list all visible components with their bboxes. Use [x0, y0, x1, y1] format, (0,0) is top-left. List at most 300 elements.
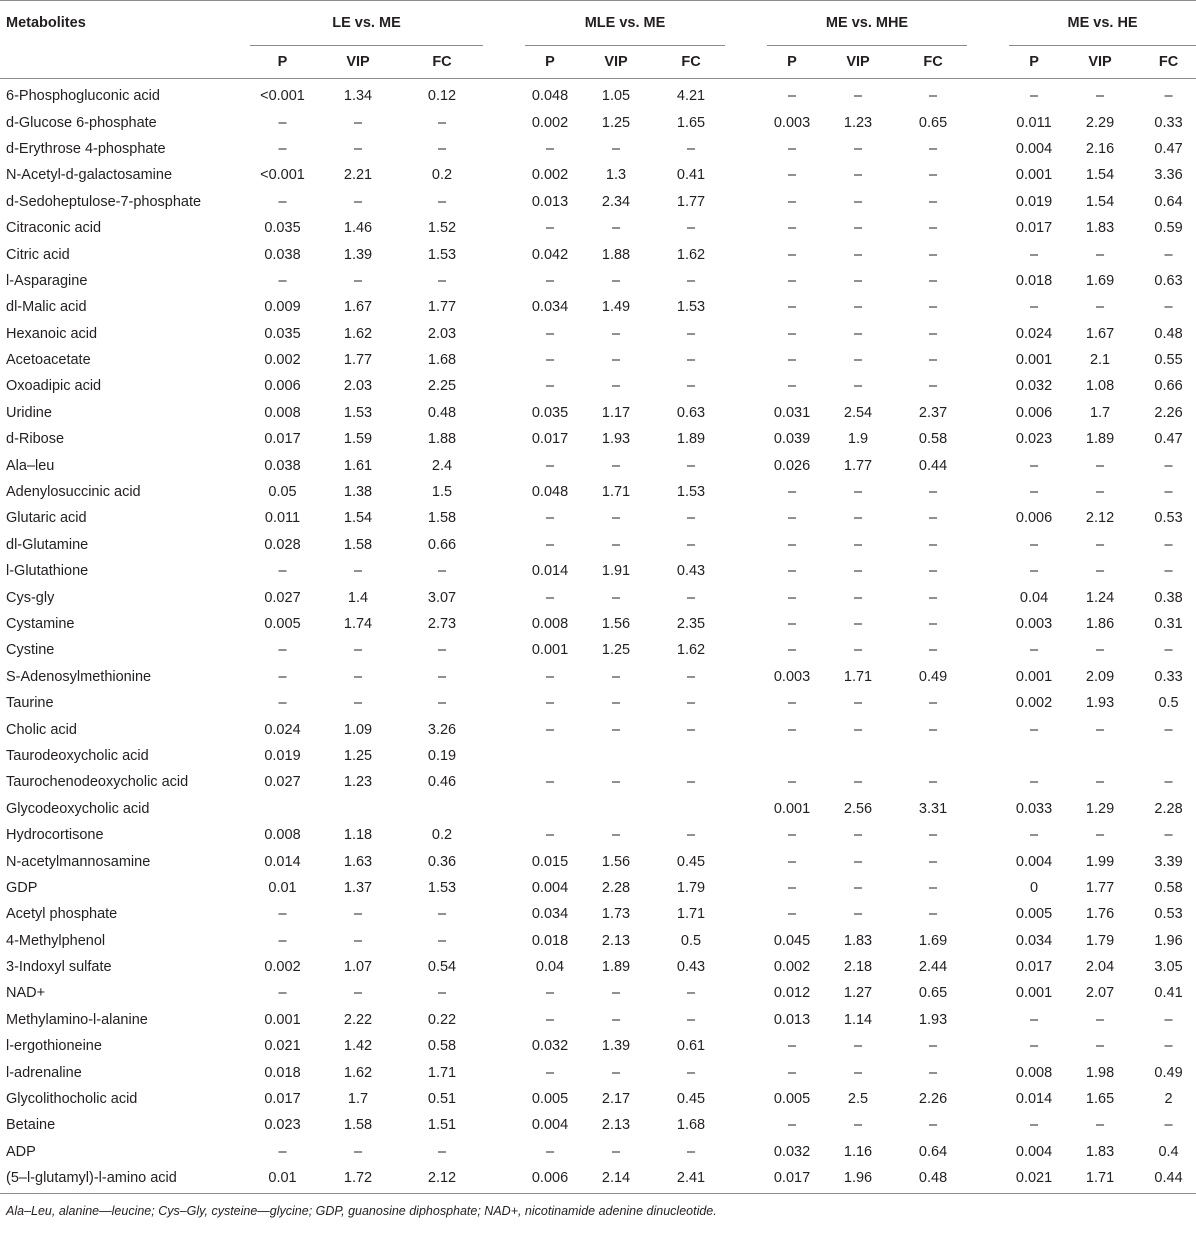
table-row — [0, 79, 1196, 110]
cell-fc: 1.88 — [427, 431, 457, 448]
cell-vip: – — [853, 352, 863, 369]
cell-p: 0.024 — [264, 721, 301, 738]
metabolite-name: Glycodeoxycholic acid — [6, 800, 150, 817]
cell-vip: 1.27 — [843, 985, 873, 1002]
cell-fc: 0.65 — [918, 114, 948, 131]
header-row-subheaders — [0, 46, 1196, 79]
subheader-vip: VIP — [817, 46, 899, 79]
cell-fc: – — [928, 272, 938, 289]
table-row — [0, 664, 1196, 690]
table-row — [0, 848, 1196, 874]
table-row — [0, 611, 1196, 637]
cell-vip: 1.71 — [843, 668, 873, 685]
cell-p: 0.011 — [1016, 114, 1052, 131]
cell-fc — [657, 796, 725, 822]
cell-p: 0.003 — [1015, 616, 1053, 632]
cell-vip: 2.28 — [601, 879, 631, 896]
cell-vip: – — [853, 167, 863, 184]
cell-p: – — [545, 510, 555, 527]
cell-fc: – — [928, 1038, 938, 1055]
cell-vip: 1.58 — [343, 536, 373, 553]
cell-p: 0.013 — [773, 1011, 811, 1028]
cell-vip: – — [853, 906, 863, 923]
metabolite-name: Glutaric acid — [6, 510, 87, 527]
metabolite-name: dl-Malic acid — [6, 299, 87, 316]
cell-p: – — [1029, 536, 1039, 553]
cell-fc: 0.64 — [1154, 193, 1183, 210]
cell-fc: – — [928, 536, 938, 553]
cell-p: 0.013 — [531, 193, 569, 210]
cell-vip: – — [853, 299, 863, 316]
table-row — [0, 426, 1196, 452]
cell-p: 0.017 — [264, 1091, 301, 1108]
cell-fc: 0.58 — [1154, 879, 1183, 896]
metabolite-name: Taurine — [6, 695, 54, 712]
cell-vip: – — [611, 352, 621, 369]
cell-vip: 1.23 — [343, 774, 373, 791]
cell-vip: 2.16 — [1085, 140, 1115, 157]
cell-fc: – — [928, 246, 938, 263]
cell-p: – — [1029, 827, 1039, 844]
cell-p: 0.001 — [1015, 985, 1053, 1002]
table-row — [0, 479, 1196, 505]
cell-fc: 2.44 — [918, 959, 948, 976]
subheader-p: P — [250, 46, 315, 79]
cell-vip — [575, 796, 657, 822]
cell-fc: 0.4 — [1158, 1143, 1179, 1160]
cell-p: – — [545, 1143, 555, 1160]
cell-p: 0.002 — [531, 167, 569, 184]
cell-p: 0.024 — [1015, 325, 1053, 342]
cell-vip: – — [1095, 774, 1105, 791]
cell-fc: 2.37 — [918, 404, 948, 421]
cell-vip: – — [853, 378, 863, 395]
cell-vip: 2.54 — [843, 404, 873, 421]
metabolite-name: l-adrenaline — [6, 1064, 82, 1081]
metabolite-name: Acetyl phosphate — [6, 906, 118, 923]
table-row — [0, 928, 1196, 954]
cell-vip: – — [1095, 88, 1105, 105]
cell-vip: 1.76 — [1085, 906, 1115, 923]
cell-p: 0.014 — [264, 853, 301, 870]
cell-fc: – — [686, 510, 696, 527]
cell-p: – — [787, 642, 797, 659]
cell-p: – — [545, 1011, 555, 1028]
cell-vip: 1.3 — [605, 167, 627, 184]
cell-vip: 1.62 — [343, 1064, 373, 1081]
cell-fc: – — [1164, 827, 1173, 844]
cell-vip: 2.04 — [1085, 959, 1115, 976]
cell-vip — [1059, 743, 1141, 769]
metabolite-name: Hexanoic acid — [6, 325, 98, 342]
cell-p: – — [787, 853, 797, 870]
cell-fc: 0.48 — [899, 1165, 967, 1194]
cell-fc: 1.68 — [676, 1117, 706, 1134]
cell-fc: 4.21 — [676, 88, 706, 105]
cell-fc: – — [928, 721, 938, 738]
cell-fc: – — [928, 140, 938, 157]
cell-vip: 1.16 — [843, 1143, 873, 1160]
cell-p: – — [787, 352, 797, 369]
cell-p — [525, 743, 575, 769]
cell-vip: – — [853, 827, 863, 844]
cell-p: – — [1029, 1038, 1039, 1055]
cell-fc: 0.66 — [427, 536, 457, 553]
cell-p: 0.023 — [264, 1117, 301, 1134]
table-row — [0, 400, 1196, 426]
cell-vip: – — [853, 246, 863, 263]
cell-p: – — [545, 668, 555, 685]
cell-p: 0.023 — [1015, 431, 1053, 448]
cell-p: 0.017 — [767, 1165, 817, 1194]
subheader-p: P — [767, 46, 817, 79]
cell-vip: 1.93 — [1085, 695, 1115, 712]
table-row — [0, 954, 1196, 980]
cell-vip: 1.34 — [343, 88, 373, 105]
cell-vip: 2.56 — [843, 800, 873, 817]
cell-fc: 0.31 — [1154, 616, 1183, 632]
cell-vip: 1.89 — [601, 959, 631, 976]
cell-fc: – — [437, 114, 447, 131]
cell-p: – — [787, 510, 797, 527]
subheader-vip: VIP — [315, 46, 401, 79]
cell-vip: – — [1095, 536, 1105, 553]
metabolite-name: d-Ribose — [6, 431, 65, 448]
cell-vip: 1.74 — [343, 616, 373, 632]
cell-p: 0.045 — [773, 932, 811, 949]
cell-fc: – — [686, 1011, 696, 1028]
table-row — [0, 268, 1196, 294]
cell-vip: 2.12 — [1085, 510, 1115, 527]
cell-vip: 2.03 — [343, 378, 373, 395]
cell-fc: 2.28 — [1154, 800, 1183, 817]
cell-vip: – — [853, 536, 863, 553]
cell-vip: 1.93 — [601, 431, 631, 448]
metabolite-name: GDP — [6, 879, 38, 896]
subheader-p: P — [525, 46, 575, 79]
cell-p: 0.015 — [531, 853, 569, 870]
cell-p: 0.038 — [264, 457, 301, 474]
cell-vip: – — [353, 114, 363, 131]
cell-vip: – — [853, 220, 863, 237]
cell-p: 0.039 — [773, 431, 811, 448]
cell-p: – — [278, 1143, 287, 1160]
cell-p: – — [787, 1038, 797, 1055]
cell-vip: 1.62 — [343, 325, 373, 342]
cell-fc: – — [928, 510, 938, 527]
cell-fc: 3.39 — [1154, 853, 1183, 870]
cell-fc: – — [928, 378, 938, 395]
cell-vip: 1.96 — [817, 1165, 899, 1194]
cell-p: – — [787, 536, 797, 553]
cell-p: 0.004 — [531, 879, 569, 896]
cell-fc: 0.59 — [1154, 220, 1183, 237]
cell-vip: 1.67 — [343, 299, 373, 316]
cell-fc: 0.33 — [1154, 668, 1183, 685]
cell-fc: 0.48 — [1154, 325, 1183, 342]
cell-fc: – — [686, 272, 696, 289]
cell-fc: 0.12 — [427, 88, 457, 105]
cell-p: – — [787, 325, 797, 342]
cell-fc: 3.31 — [918, 800, 948, 817]
cell-fc: 3.07 — [427, 589, 457, 606]
cell-p: 0.002 — [773, 959, 811, 976]
cell-fc: 2.12 — [401, 1165, 483, 1194]
cell-p: – — [545, 774, 555, 791]
cell-fc: 1.79 — [676, 879, 706, 896]
cell-fc: – — [686, 695, 696, 712]
cell-vip: 1.65 — [1085, 1091, 1115, 1108]
subheader-vip: VIP — [575, 46, 657, 79]
cell-vip: – — [853, 1064, 863, 1081]
cell-vip: 1.72 — [315, 1165, 401, 1194]
cell-fc: 0.5 — [1158, 695, 1179, 712]
cell-p: – — [787, 906, 797, 923]
cell-p: 0.003 — [773, 668, 811, 685]
cell-vip: 1.17 — [601, 404, 631, 421]
cell-fc: 3.26 — [427, 721, 457, 738]
cell-p: 0.004 — [531, 1117, 569, 1134]
cell-p: – — [545, 272, 555, 289]
metabolite-name: l-ergothioneine — [6, 1038, 102, 1055]
cell-vip: – — [1095, 1117, 1105, 1134]
cell-p: 0.006 — [1015, 404, 1053, 421]
cell-fc: – — [928, 325, 938, 342]
cell-vip: 1.77 — [1085, 879, 1115, 896]
subheader-fc: FC — [1141, 46, 1196, 79]
cell-p: 0.034 — [531, 299, 569, 316]
cell-fc: 0.66 — [1154, 378, 1183, 395]
cell-p: 0.04 — [1019, 589, 1049, 606]
cell-fc: – — [928, 906, 938, 923]
cell-p: 0.028 — [264, 536, 301, 553]
cell-p: 0.001 — [1015, 167, 1053, 184]
cell-fc: – — [928, 1064, 938, 1081]
cell-vip: 1.39 — [601, 1038, 631, 1055]
cell-vip — [817, 743, 899, 769]
cell-p: 0.032 — [773, 1143, 811, 1160]
cell-p: 0.014 — [531, 563, 569, 580]
cell-fc: – — [1164, 457, 1173, 474]
cell-fc: 2 — [1164, 1091, 1173, 1108]
cell-vip: – — [853, 853, 863, 870]
metabolite-name: Hydrocortisone — [6, 827, 104, 844]
cell-fc: – — [1164, 1038, 1173, 1055]
cell-p: 0.002 — [1015, 695, 1053, 712]
cell-p — [767, 743, 817, 769]
cell-vip: – — [353, 140, 363, 157]
cell-vip: 1.86 — [1085, 616, 1115, 632]
metabolite-name: NAD+ — [6, 985, 46, 1002]
metabolite-name: Uridine — [6, 404, 52, 421]
cell-p: 0.026 — [773, 457, 811, 474]
cell-p: – — [545, 457, 555, 474]
cell-vip: 1.58 — [343, 1117, 373, 1134]
cell-vip: 1.46 — [343, 220, 373, 237]
cell-fc: – — [928, 193, 938, 210]
cell-fc: – — [1164, 642, 1173, 659]
table-row — [0, 241, 1196, 267]
cell-fc: 0.45 — [676, 853, 706, 870]
cell-p: 0.017 — [531, 431, 569, 448]
cell-vip: – — [853, 774, 863, 791]
cell-fc: 3.05 — [1154, 959, 1183, 976]
cell-p: 0.019 — [1015, 193, 1053, 210]
cell-fc: – — [928, 484, 938, 501]
cell-fc: 1.68 — [427, 352, 457, 369]
metabolite-name: Citric acid — [6, 246, 70, 263]
cell-vip: – — [1095, 457, 1105, 474]
cell-p: 0.011 — [264, 510, 301, 527]
cell-vip: 1.37 — [343, 879, 373, 896]
cell-p: 0.038 — [264, 246, 301, 263]
cell-fc: 0.38 — [1154, 589, 1183, 606]
cell-vip: – — [353, 906, 363, 923]
metabolite-name: d-Erythrose 4-phosphate — [6, 140, 166, 157]
cell-vip: 2.07 — [1085, 985, 1115, 1002]
cell-vip: 1.61 — [343, 457, 373, 474]
cell-fc: – — [928, 88, 938, 105]
cell-vip: 1.24 — [1085, 589, 1115, 606]
cell-vip: – — [611, 325, 621, 342]
cell-fc: 0.65 — [918, 985, 948, 1002]
cell-vip: – — [853, 695, 863, 712]
metabolite-name: dl-Glutamine — [6, 536, 89, 553]
cell-p: – — [545, 695, 555, 712]
cell-vip: 1.83 — [843, 932, 873, 949]
cell-fc: 1.52 — [427, 220, 457, 237]
cell-vip: – — [853, 272, 863, 289]
cell-vip: 1.14 — [843, 1011, 873, 1028]
header-row-groups — [0, 1, 1196, 46]
cell-fc: 0.41 — [676, 167, 706, 184]
cell-p: <0.001 — [260, 167, 305, 184]
cell-fc: 0.45 — [676, 1091, 706, 1108]
metabolite-name: d-Sedoheptulose-7-phosphate — [6, 193, 202, 210]
cell-vip: 2.34 — [601, 193, 631, 210]
cell-p: – — [787, 246, 797, 263]
metabolite-name: Cys-gly — [6, 589, 55, 606]
cell-vip: 2.17 — [601, 1091, 631, 1108]
cell-fc: – — [928, 167, 938, 184]
cell-p: 0.005 — [264, 616, 301, 632]
cell-vip: 1.69 — [1085, 272, 1115, 289]
cell-vip: 1.67 — [1085, 325, 1115, 342]
cell-p: – — [1029, 642, 1039, 659]
cell-vip: – — [853, 510, 863, 527]
cell-fc: – — [1164, 1117, 1173, 1134]
cell-fc: 1.89 — [676, 431, 706, 448]
cell-p: 0.035 — [264, 220, 301, 237]
cell-vip: 2.09 — [1085, 668, 1115, 685]
metabolite-name: Glycolithocholic acid — [6, 1091, 138, 1108]
table-row — [0, 690, 1196, 716]
cell-fc: 1.77 — [676, 193, 706, 210]
cell-p: 0 — [1029, 879, 1039, 896]
cell-p: 0.042 — [531, 246, 569, 263]
cell-p: 0.01 — [268, 879, 297, 896]
cell-p: 0.002 — [531, 114, 569, 131]
cell-p: – — [787, 563, 797, 580]
cell-fc: 1.53 — [427, 246, 457, 263]
cell-p: – — [787, 140, 797, 157]
metabolite-name: Cholic acid — [6, 721, 77, 738]
cell-vip: 2.1 — [1089, 352, 1111, 369]
cell-p — [525, 796, 575, 822]
table-row — [0, 505, 1196, 531]
cell-p: 0.001 — [1015, 668, 1053, 685]
cell-fc: – — [686, 220, 696, 237]
cell-p: 0.001 — [773, 800, 811, 817]
table-row — [0, 822, 1196, 848]
cell-p: – — [545, 140, 555, 157]
cell-fc: – — [686, 985, 696, 1002]
cell-fc: 0.46 — [427, 774, 457, 791]
cell-p: – — [1029, 246, 1039, 263]
table-row — [0, 716, 1196, 742]
cell-p: – — [1029, 563, 1039, 580]
cell-fc: 1.58 — [427, 510, 457, 527]
cell-p: – — [1029, 484, 1039, 501]
cell-vip: – — [1095, 642, 1105, 659]
cell-fc: – — [928, 352, 938, 369]
cell-p: – — [787, 616, 797, 632]
cell-p: 0.034 — [1015, 932, 1053, 949]
table-row — [0, 769, 1196, 795]
cell-p: 0.001 — [1015, 352, 1053, 369]
cell-vip: 2.29 — [1085, 114, 1115, 131]
cell-fc: – — [686, 1143, 696, 1160]
metabolite-name: S-Adenosylmethionine — [6, 668, 152, 685]
cell-p: – — [787, 827, 797, 844]
cell-p: – — [278, 563, 287, 580]
cell-fc: 0.44 — [918, 457, 948, 474]
cell-p: 0.006 — [525, 1165, 575, 1194]
cell-p: – — [787, 88, 797, 105]
cell-p: 0.034 — [531, 906, 569, 923]
cell-fc: 2.4 — [431, 457, 453, 474]
cell-fc: – — [928, 853, 938, 870]
cell-fc: 0.36 — [427, 853, 457, 870]
cell-p: 0.021 — [264, 1038, 301, 1055]
cell-p: – — [1029, 457, 1039, 474]
table-row — [0, 215, 1196, 241]
cell-fc: 1.5 — [431, 484, 453, 501]
cell-fc: 1.69 — [918, 932, 948, 949]
metabolite-name: Acetoacetate — [6, 352, 91, 369]
cell-p: 0.05 — [268, 484, 297, 501]
cell-p: 0.006 — [264, 378, 301, 395]
metabolite-name: d-Glucose 6-phosphate — [6, 114, 157, 131]
cell-p: 0.004 — [1015, 1143, 1053, 1160]
cell-p: 0.001 — [264, 1011, 301, 1028]
cell-vip: – — [353, 272, 363, 289]
cell-fc: – — [437, 1143, 447, 1160]
cell-p: – — [545, 827, 555, 844]
cell-p: 0.017 — [1015, 220, 1053, 237]
cell-fc: 0.2 — [431, 167, 453, 184]
cell-p: 0.032 — [1015, 378, 1053, 395]
cell-p: 0.004 — [1015, 140, 1053, 157]
cell-p: – — [1029, 299, 1039, 316]
cell-fc: – — [928, 695, 938, 712]
cell-fc: 0.43 — [676, 563, 706, 580]
cell-p: 0.002 — [264, 959, 301, 976]
cell-fc: – — [437, 695, 447, 712]
cell-vip: 2.13 — [601, 1117, 631, 1134]
cell-p: – — [1029, 88, 1039, 105]
cell-p: 0.005 — [531, 1091, 569, 1108]
